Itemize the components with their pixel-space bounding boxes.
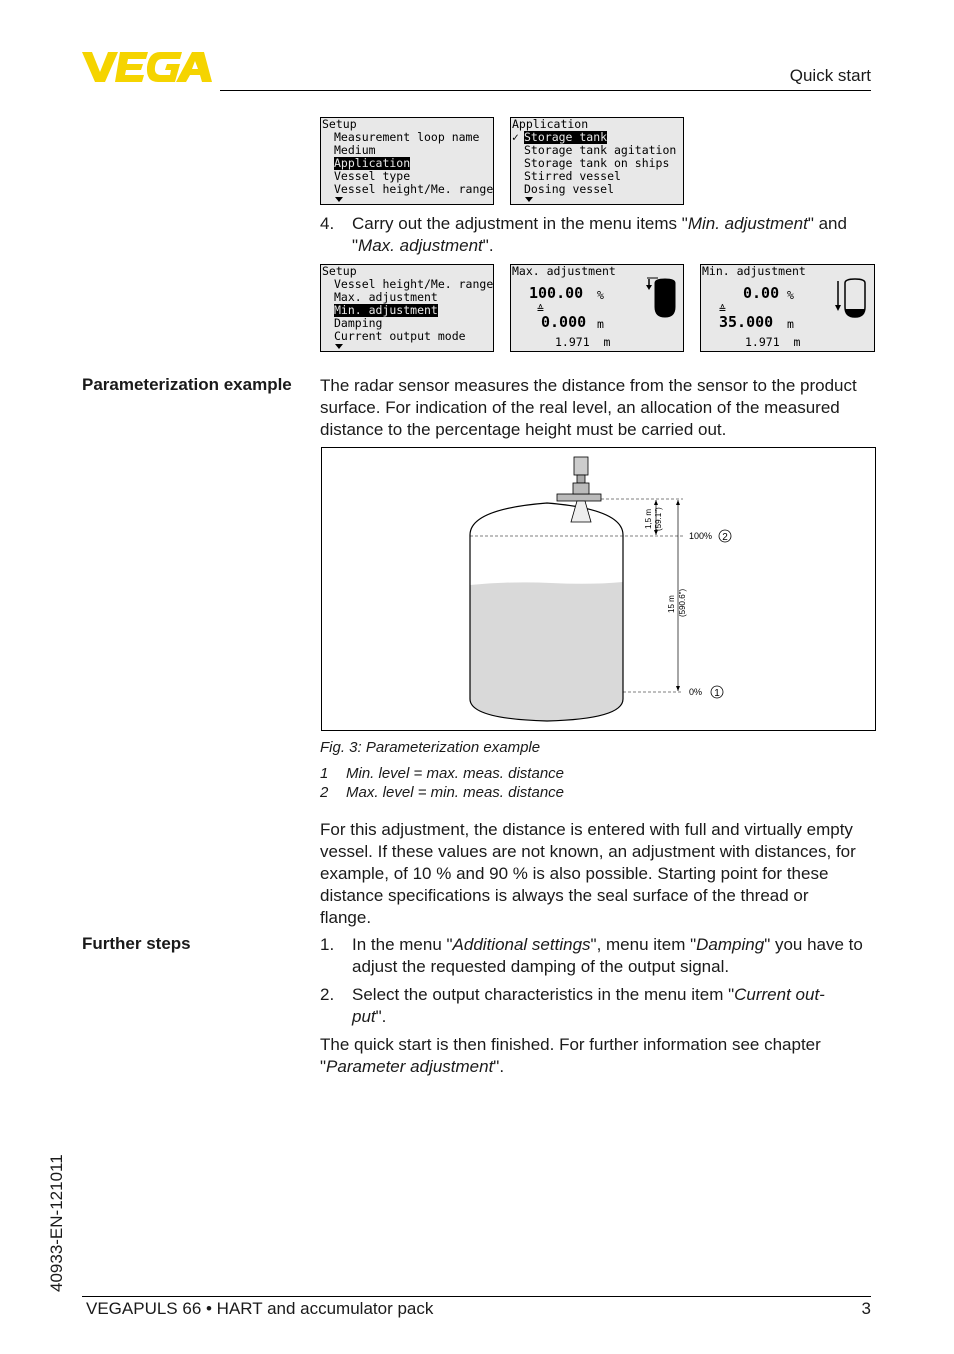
flange <box>557 494 601 501</box>
footer-product: VEGAPULS 66 • HART and accumulator pack <box>86 1299 434 1318</box>
lcd-title: Min. adjustment <box>702 264 806 278</box>
percent-unit: % <box>787 288 794 302</box>
param-example-text: The radar sensor measures the distance from the sensor to the product surface. For indication of the real level, an allocation of the measured distance to the percentage height must be carried out. <box>320 376 857 439</box>
product-fill <box>470 582 623 693</box>
scroll-down-icon <box>525 197 533 202</box>
further-steps-label: Further steps <box>82 934 191 953</box>
full-vessel-icon <box>645 275 684 321</box>
lcd-min-adjustment <box>700 264 875 352</box>
marker-1: 1 <box>714 688 720 699</box>
section-title: Quick start <box>789 66 871 85</box>
measured-value: 1.971 m <box>745 335 801 349</box>
dim-top-label: 1,5 m <box>644 508 653 529</box>
menu-item-selected: Storage tank <box>524 130 608 144</box>
scroll-down-icon <box>335 344 343 349</box>
legend-num-1: 1 <box>320 765 329 782</box>
step-4-number: 4. <box>320 214 335 233</box>
menu-item: Vessel height/Me. range <box>334 182 494 196</box>
legend-num-2: 2 <box>320 784 329 801</box>
footer-rule <box>82 1296 871 1297</box>
percent-unit: % <box>597 288 604 302</box>
lcd-title: Setup <box>322 117 357 131</box>
lcd-title: Setup <box>322 264 357 278</box>
dim-main-inch: (590.6") <box>678 588 687 617</box>
menu-item: Stirred vessel <box>524 169 621 183</box>
dim-main-label: 15 m <box>667 595 676 613</box>
menu-item: Medium <box>334 143 376 157</box>
header-rule <box>220 90 871 91</box>
distance-value: 0.000 <box>541 313 587 331</box>
lcd-max-adjustment <box>510 264 684 352</box>
menu-item: Vessel height/Me. range <box>334 277 494 291</box>
parameterization-figure <box>321 447 876 731</box>
sensor-housing <box>574 457 588 475</box>
equiv-symbol: ≙ <box>719 302 726 316</box>
percent-value: 0.00 <box>743 284 780 302</box>
level-100-label: 100% <box>689 531 713 541</box>
scroll-down-icon <box>335 197 343 202</box>
document-id: 40933-EN-121011 <box>47 1154 66 1292</box>
empty-vessel-icon <box>833 275 875 321</box>
menu-item: Storage tank on ships <box>524 156 670 170</box>
lcd-title: Max. adjustment <box>512 264 616 278</box>
page-number: 3 <box>861 1299 871 1318</box>
check-icon: ✓ <box>512 130 519 144</box>
param-example-label: Parameterization example <box>82 375 292 394</box>
step-1-number: 1. <box>320 935 335 954</box>
measured-value: 1.971 m <box>555 335 611 349</box>
level-0-label: 0% <box>689 687 703 697</box>
menu-item-selected: Application <box>334 156 411 170</box>
legend-text-2: Max. level = min. meas. distance <box>346 784 565 801</box>
equiv-symbol: ≙ <box>537 302 544 316</box>
vega-logo <box>82 48 212 84</box>
menu-item: Current output mode <box>334 329 466 343</box>
lcd-setup-adjust-menu <box>320 264 494 352</box>
distance-value: 35.000 <box>719 313 774 331</box>
distance-unit: m <box>787 317 794 331</box>
menu-item-selected: Min. adjustment <box>334 303 438 317</box>
marker-2: 2 <box>722 532 728 543</box>
step-4-text: Carry out the adjustment in the menu items "Min. adjustment" and "Max. adjustment". <box>352 214 847 255</box>
menu-item: Vessel type <box>334 169 411 183</box>
step-2-text: Select the output characteristics in the menu item "Current out-put". <box>352 985 825 1026</box>
lcd-application-menu <box>510 117 684 205</box>
final-paragraph: The quick start is then finished. For further information see chapter "Parameter adjustment". <box>320 1035 821 1076</box>
menu-item: Damping <box>334 316 383 330</box>
menu-item: Storage tank agitation <box>524 143 677 157</box>
lcd-setup-menu <box>320 117 494 205</box>
menu-item: Measurement loop name <box>334 130 480 144</box>
adjustment-paragraph: For this adjustment, the distance is entered with full and virtually empty vessel. If these values are not known, an adjustment with distances, for example, of 10 % and 90 % is also possible. Starting point for these distance specifications is always the seal surface of the thread or flange. <box>320 820 856 927</box>
lcd-title: Application <box>512 117 589 131</box>
percent-value: 100.00 <box>529 284 584 302</box>
dim-top-inch: (59.1") <box>654 507 663 531</box>
figure-caption: Fig. 3: Parameterization example <box>320 739 541 756</box>
distance-unit: m <box>597 317 604 331</box>
step-2-number: 2. <box>320 985 335 1004</box>
step-1-text: In the menu "Additional settings", menu item "Damping" you have to adjust the requested damping of the output signal. <box>352 935 863 976</box>
menu-item: Max. adjustment <box>334 290 438 304</box>
menu-item: Dosing vessel <box>524 182 615 196</box>
legend-text-1: Min. level = max. meas. distance <box>346 765 565 782</box>
